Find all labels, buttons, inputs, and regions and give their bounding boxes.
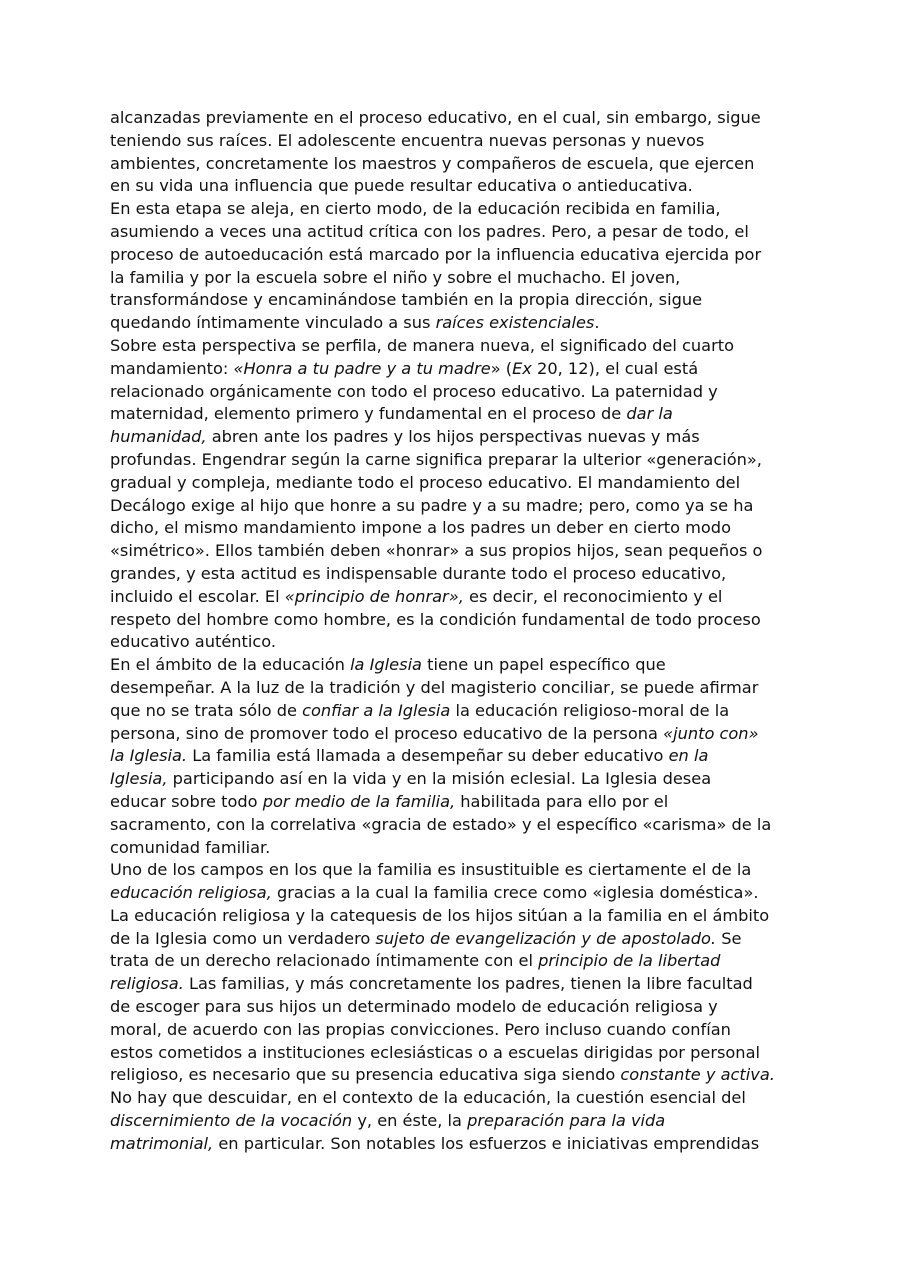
paragraph	[110, 198, 800, 335]
text-run: respeto del hombre como hombre, es la condición fundamental de todo proceso	[110, 609, 761, 629]
text-line	[110, 312, 800, 335]
text-run: Decálogo exige al hijo que honre a su padre y a su madre; pero, como ya se ha	[110, 495, 754, 515]
text-line	[110, 517, 800, 540]
text-run: y, en éste, la	[352, 1111, 468, 1131]
text-line	[110, 768, 800, 791]
text-line	[110, 791, 800, 814]
text-line	[110, 609, 800, 632]
text-line	[110, 495, 800, 518]
text-run: proceso de autoeducación está marcado por la influencia educativa ejercida por	[110, 244, 762, 264]
text-run: relacionado orgánicamente con todo el proceso educativo. La paternidad y	[110, 381, 718, 401]
text-line	[110, 996, 800, 1019]
text-line	[110, 107, 800, 130]
text-run: gracias a la cual la familia crece como «iglesia doméstica».	[271, 883, 759, 903]
italic-text: raíces existenciales	[435, 313, 595, 333]
text-line	[110, 814, 800, 837]
document-page	[110, 107, 800, 1156]
text-run: tiene un papel específico que	[421, 655, 666, 675]
text-line	[110, 1110, 800, 1133]
text-line	[110, 905, 800, 928]
italic-text: «principio de honrar»,	[284, 586, 464, 606]
text-line	[110, 928, 800, 951]
text-run: religioso, es necesario que su presencia educativa siga siendo	[110, 1065, 621, 1085]
text-run: «simétrico». Ellos también deben «honrar» a sus propios hijos, sean pequeños o	[110, 541, 763, 561]
italic-text: «Honra a tu padre y a tu madre	[233, 358, 491, 378]
text-run: Se	[716, 928, 742, 948]
text-line	[110, 221, 800, 244]
text-run: la familia y por la escuela sobre el niño y sobre el muchacho. El joven,	[110, 267, 681, 287]
italic-text: Iglesia,	[110, 769, 168, 789]
text-line	[110, 153, 800, 176]
text-run: ambientes, concretamente los maestros y compañeros de escuela, que ejercen	[110, 153, 755, 173]
text-line	[110, 1064, 800, 1087]
text-run: en particular. Son notables los esfuerzos e iniciativas emprendidas	[213, 1133, 760, 1153]
text-run: la educación religioso-moral de la	[450, 700, 730, 720]
italic-text: Ex	[512, 358, 532, 378]
text-line	[110, 1133, 800, 1156]
text-run: participando así en la vida y en la misión eclesial. La Iglesia desea	[167, 769, 712, 789]
text-run: profundas. Engendrar según la carne significa preparar la ulterior «generación»,	[110, 449, 762, 469]
text-run: estos cometidos a instituciones eclesiásticas o a escuelas dirigidas por personal	[110, 1042, 760, 1062]
italic-text: en la	[668, 746, 709, 766]
italic-text: la Iglesia.	[110, 746, 188, 766]
text-line	[110, 130, 800, 153]
text-run: en su vida una influencia que puede resultar educativa o antieducativa.	[110, 176, 693, 196]
text-run: dicho, el mismo mandamiento impone a los padres un deber en cierto modo	[110, 518, 731, 538]
text-line	[110, 882, 800, 905]
text-run: abren ante los padres y los hijos perspectivas nuevas y más	[206, 427, 700, 447]
text-run: gradual y compleja, mediante todo el proceso educativo. El mandamiento del	[110, 472, 741, 492]
text-line	[110, 700, 800, 723]
text-run: persona, sino de promover todo el proceso educativo de la persona	[110, 723, 664, 743]
italic-text: preparación para la vida	[467, 1111, 666, 1131]
text-line	[110, 403, 800, 426]
text-run: No hay que descuidar, en el contexto de la educación, la cuestión esencial del	[110, 1088, 746, 1108]
text-line	[110, 449, 800, 472]
paragraph	[110, 859, 800, 1087]
text-line	[110, 244, 800, 267]
paragraph	[110, 335, 800, 654]
text-line	[110, 1087, 800, 1110]
italic-text: religiosa.	[110, 974, 184, 994]
text-run: 20, 12), el cual está	[531, 358, 699, 378]
text-run: transformándose y encaminándose también en la propia dirección, sigue	[110, 290, 703, 310]
text-line	[110, 677, 800, 700]
text-run: La educación religiosa y la catequesis de los hijos sitúan a la familia en el ámbito	[110, 905, 770, 925]
text-run: asumiendo a veces una actitud crítica con los padres. Pero, a pesar de todo, el	[110, 221, 749, 241]
text-line	[110, 973, 800, 996]
text-line	[110, 381, 800, 404]
italic-text: dar la	[626, 404, 673, 424]
text-run: de la Iglesia como un verdadero	[110, 928, 376, 948]
text-run: que no se trata sólo de	[110, 700, 303, 720]
text-line	[110, 723, 800, 746]
italic-text: «junto con»	[663, 723, 759, 743]
text-run: comunidad familiar.	[110, 837, 271, 857]
text-line	[110, 198, 800, 221]
text-run: Sobre esta perspectiva se perfila, de manera nueva, el significado del cuarto	[110, 335, 734, 355]
text-run: quedando íntimamente vinculado a sus	[110, 313, 436, 333]
text-run: habilitada para ello por el	[455, 791, 669, 811]
text-line	[110, 540, 800, 563]
paragraph	[110, 107, 800, 198]
text-run: desempeñar. A la luz de la tradición y del magisterio conciliar, se puede afirmar	[110, 677, 759, 697]
text-line	[110, 358, 800, 381]
text-run: alcanzadas previamente en el proceso educativo, en el cual, sin embargo, sigue	[110, 108, 761, 127]
text-line	[110, 289, 800, 312]
text-line	[110, 950, 800, 973]
italic-text: educación religiosa,	[110, 883, 272, 903]
text-line	[110, 745, 800, 768]
text-run: .	[594, 313, 600, 333]
text-line	[110, 267, 800, 290]
text-run: En el ámbito de la educación	[110, 655, 351, 675]
text-line	[110, 426, 800, 449]
italic-text: la Iglesia	[350, 655, 422, 675]
text-line	[110, 563, 800, 586]
text-run: educativo auténtico.	[110, 632, 277, 652]
italic-text: constante y activa.	[620, 1065, 775, 1085]
paragraph	[110, 1087, 800, 1155]
italic-text: sujeto de evangelización y de apostolado.	[375, 928, 717, 948]
text-run: de escoger para sus hijos un determinado modelo de educación religiosa y	[110, 997, 718, 1017]
italic-text: humanidad,	[110, 427, 207, 447]
text-run: En esta etapa se aleja, en cierto modo, de la educación recibida en familia,	[110, 199, 721, 219]
text-line	[110, 175, 800, 198]
text-run: Uno de los campos en los que la familia es insustituible es ciertamente el de la	[110, 860, 752, 880]
text-run: trata de un derecho relacionado íntimamente con el	[110, 951, 539, 971]
text-run: incluido el escolar. El	[110, 586, 285, 606]
text-line	[110, 654, 800, 677]
text-line	[110, 631, 800, 654]
italic-text: matrimonial,	[110, 1133, 214, 1153]
italic-text: por medio de la familia,	[262, 791, 456, 811]
text-line	[110, 859, 800, 882]
text-run: maternidad, elemento primero y fundamental en el proceso de	[110, 404, 627, 424]
text-run: mandamiento:	[110, 358, 234, 378]
text-line	[110, 586, 800, 609]
text-run: » (	[490, 358, 513, 378]
text-run: La familia está llamada a desempeñar su deber educativo	[187, 746, 669, 766]
text-run: es decir, el reconocimiento y el	[463, 586, 723, 606]
text-run: grandes, y esta actitud es indispensable durante todo el proceso educativo,	[110, 563, 727, 583]
text-line	[110, 1019, 800, 1042]
text-line	[110, 837, 800, 860]
text-run: Las familias, y más concretamente los padres, tienen la libre facultad	[183, 974, 753, 994]
text-run: teniendo sus raíces. El adolescente encuentra nuevas personas y nuevos	[110, 130, 705, 150]
paragraph	[110, 654, 800, 859]
text-line	[110, 1042, 800, 1065]
italic-text: principio de la libertad	[538, 951, 721, 971]
italic-text: confiar a la Iglesia	[302, 700, 451, 720]
text-line	[110, 335, 800, 358]
italic-text: discernimiento de la vocación	[110, 1111, 353, 1131]
text-run: sacramento, con la correlativa «gracia de estado» y el específico «carisma» de la	[110, 814, 772, 834]
text-run: moral, de acuerdo con las propias convicciones. Pero incluso cuando confían	[110, 1019, 731, 1039]
text-line	[110, 472, 800, 495]
text-run: educar sobre todo	[110, 791, 263, 811]
